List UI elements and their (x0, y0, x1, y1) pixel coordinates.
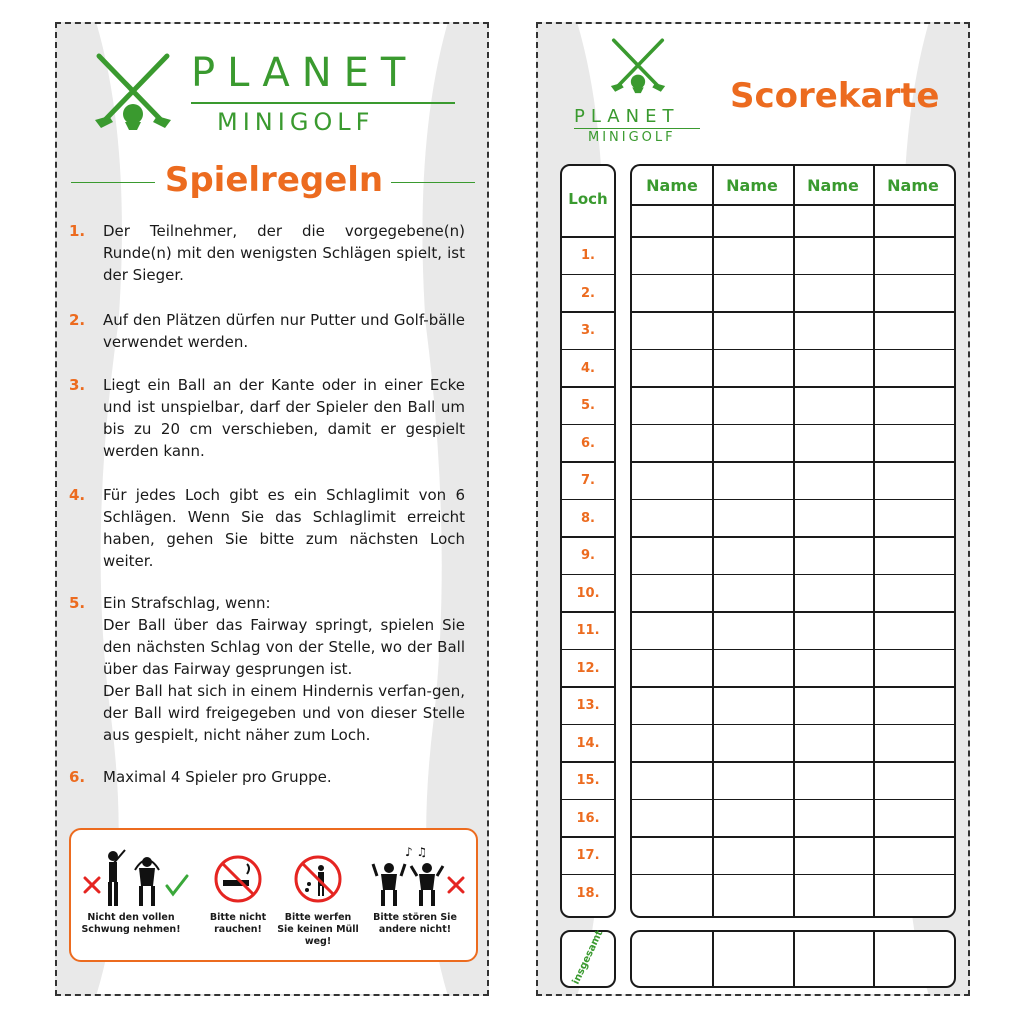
player-name-header[interactable]: Name (646, 176, 698, 195)
row-divider (562, 724, 614, 726)
rule-text: Ein Strafschlag, wenn: Der Ball über das Fairway springt, spielen Sie den nächsten Schlag von der Stelle, wo der Ball über das Fairway gesprungen ist. Der Ball hat sich in einem Hindernis verfan-gen, der Ball wird freigegeben und von dieser Stelle aus gespielt, nicht näher zum Loch. (103, 594, 465, 744)
score-cell[interactable] (713, 611, 793, 649)
golf-swing-icon (81, 848, 191, 908)
score-cell[interactable] (874, 686, 954, 724)
score-cell[interactable] (632, 836, 712, 874)
pictogram-label: Nicht den vollen Schwung nehmen! (81, 912, 181, 935)
score-cell[interactable] (874, 499, 954, 537)
score-cell[interactable] (632, 649, 712, 687)
score-cell[interactable] (632, 236, 712, 274)
score-cell[interactable] (793, 349, 873, 387)
hole-number: 10. (576, 585, 600, 601)
score-cell[interactable] (632, 311, 712, 349)
row-divider (562, 799, 614, 801)
score-cell[interactable] (713, 836, 793, 874)
row-divider (562, 761, 614, 763)
rule-text: Für jedes Loch gibt es ein Schlaglimit von 6 Schlägen. Wenn Sie das Schlaglimit erreicht haben, gehen Sie bitte zum nächsten Loch weiter. (103, 486, 465, 570)
pictogram-label: Bitte nicht rauchen! (209, 912, 267, 935)
score-cell[interactable] (793, 686, 873, 724)
total-label: insgesamt (570, 928, 606, 987)
score-cell[interactable] (874, 761, 954, 799)
hole-number: 7. (581, 473, 595, 488)
score-cell[interactable] (874, 799, 954, 837)
score-cell[interactable] (713, 574, 793, 612)
score-cell[interactable] (874, 424, 954, 462)
rule-text: Liegt ein Ball an der Kante oder in einer Ecke und ist unspielbar, darf der Spieler den Ball um bis zu 20 cm verschieben, damit er gespielt werden kann. (103, 376, 465, 460)
score-cell[interactable] (713, 499, 793, 537)
score-cell[interactable] (793, 386, 873, 424)
score-cell[interactable] (874, 874, 954, 912)
hole-number: 18. (576, 885, 600, 901)
rule-number: 2. (69, 311, 86, 329)
score-cell[interactable] (793, 461, 873, 499)
score-cell[interactable] (874, 649, 954, 687)
pictogram-label: Bitte werfen Sie keinen Müll weg! (277, 912, 359, 947)
no-smoking-icon (213, 854, 263, 904)
rule-number: 6. (69, 768, 86, 786)
rule-number: 5. (69, 594, 86, 612)
row-divider (562, 649, 614, 651)
score-cell[interactable] (793, 724, 873, 762)
svg-text:♪ ♫: ♪ ♫ (405, 845, 428, 859)
brand-sub: MINIGOLF (217, 108, 375, 136)
hole-number: 8. (581, 510, 595, 526)
total-score-cell[interactable] (875, 932, 954, 986)
brand-name: PLANET (191, 50, 418, 96)
score-cell[interactable] (632, 349, 712, 387)
column-divider (712, 166, 714, 916)
score-cell[interactable] (874, 274, 954, 312)
score-cell[interactable] (793, 499, 873, 537)
score-cell[interactable] (874, 236, 954, 274)
score-cell[interactable] (874, 311, 954, 349)
brand-divider (574, 128, 700, 129)
hole-number: 6. (581, 435, 595, 451)
row-divider (562, 611, 614, 613)
score-cell[interactable] (793, 574, 873, 612)
golf-clubs-logo-icon (91, 50, 175, 134)
score-cell[interactable] (874, 349, 954, 387)
row-divider (562, 536, 614, 538)
rule-number: 3. (69, 376, 86, 394)
score-cell[interactable] (713, 761, 793, 799)
score-cell[interactable] (793, 611, 873, 649)
row-divider (562, 424, 614, 426)
row-divider (562, 461, 614, 463)
score-cell[interactable] (632, 386, 712, 424)
hole-column (560, 164, 616, 918)
row-divider (562, 836, 614, 838)
score-cell[interactable] (793, 836, 873, 874)
total-score-row (630, 930, 956, 988)
score-cell[interactable] (713, 349, 793, 387)
total-score-cell[interactable] (714, 932, 793, 986)
score-cell[interactable] (713, 799, 793, 837)
total-score-cell[interactable] (632, 932, 712, 986)
row-divider (562, 874, 614, 876)
hole-number: 2. (581, 285, 595, 301)
hole-number: 17. (576, 848, 600, 863)
score-cell[interactable] (713, 536, 793, 574)
hole-number: 9. (581, 548, 595, 563)
rule-text: Der Teilnehmer, der die vorgegebene(n) Runde(n) mit den wenigsten Schlägen spielt, ist der Sieger. (103, 222, 465, 284)
row-divider (562, 686, 614, 688)
score-cell[interactable] (793, 274, 873, 312)
score-cell[interactable] (632, 424, 712, 462)
no-disturbing-icon (371, 844, 471, 908)
rule-number: 1. (69, 222, 86, 240)
player-name-header[interactable]: Name (726, 176, 778, 195)
row-divider (562, 349, 614, 351)
score-cell[interactable] (632, 724, 712, 762)
score-cell[interactable] (632, 686, 712, 724)
rule-number: 4. (69, 486, 86, 504)
score-cell[interactable] (632, 874, 712, 912)
hole-number: 12. (576, 660, 600, 676)
total-score-cell[interactable] (795, 932, 873, 986)
brand-sub: MINIGOLF (588, 130, 676, 145)
score-cell[interactable] (713, 461, 793, 499)
pictogram-label: Bitte stören Sie andere nicht! (373, 912, 457, 935)
total-label-box (560, 930, 616, 988)
hole-number: 3. (581, 323, 595, 338)
score-cell[interactable] (713, 874, 793, 912)
score-cell[interactable] (713, 274, 793, 312)
score-cell[interactable] (632, 761, 712, 799)
row-divider (562, 499, 614, 501)
row-divider (562, 386, 614, 388)
hole-number: 5. (581, 398, 595, 413)
score-cell[interactable] (793, 311, 873, 349)
hole-number: 14. (576, 735, 600, 751)
golf-clubs-logo-icon (608, 36, 668, 96)
title-rule-right (391, 182, 475, 183)
column-divider (873, 166, 875, 916)
no-littering-icon (293, 854, 343, 904)
hole-number: 15. (576, 773, 600, 788)
score-cell[interactable] (632, 274, 712, 312)
row-divider (562, 236, 614, 238)
hole-number: 11. (576, 623, 600, 638)
hole-number: 1. (581, 248, 595, 263)
hole-column-header: Loch (568, 190, 608, 208)
score-grid (630, 164, 956, 918)
score-cell[interactable] (713, 686, 793, 724)
score-cell[interactable] (632, 799, 712, 837)
score-cell[interactable] (632, 536, 712, 574)
score-cell[interactable] (713, 649, 793, 687)
score-cell[interactable] (874, 386, 954, 424)
score-cell[interactable] (713, 724, 793, 762)
rules-card (55, 22, 489, 996)
brand-divider (191, 102, 455, 104)
brand-name: PLANET (574, 106, 680, 127)
row-divider (562, 311, 614, 313)
player-name-header[interactable]: Name (807, 176, 859, 195)
score-cell[interactable] (713, 386, 793, 424)
score-cell[interactable] (713, 311, 793, 349)
score-cell[interactable] (793, 236, 873, 274)
score-cell[interactable] (793, 799, 873, 837)
score-cell[interactable] (793, 649, 873, 687)
score-cell[interactable] (793, 761, 873, 799)
score-cell[interactable] (713, 236, 793, 274)
rule-text: Maximal 4 Spieler pro Gruppe. (103, 768, 332, 786)
score-cell[interactable] (632, 461, 712, 499)
score-cell[interactable] (632, 611, 712, 649)
row-divider (562, 274, 614, 276)
pictogram-box (69, 828, 478, 962)
score-cell[interactable] (793, 424, 873, 462)
rule-text: Auf den Plätzen dürfen nur Putter und Golf-bälle verwendet werden. (103, 311, 465, 351)
score-cell[interactable] (793, 874, 873, 912)
score-cell[interactable] (793, 536, 873, 574)
score-cell[interactable] (632, 499, 712, 537)
column-divider (793, 166, 795, 916)
score-cell[interactable] (713, 424, 793, 462)
score-cell[interactable] (874, 536, 954, 574)
score-cell[interactable] (874, 574, 954, 612)
player-name-header[interactable]: Name (887, 176, 939, 195)
score-cell[interactable] (874, 611, 954, 649)
score-cell[interactable] (632, 574, 712, 612)
page-title: Spielregeln (164, 160, 384, 200)
score-cell[interactable] (874, 836, 954, 874)
score-cell[interactable] (874, 724, 954, 762)
hole-number: 13. (576, 698, 600, 713)
page-title: Scorekarte (730, 76, 940, 116)
score-cell[interactable] (874, 461, 954, 499)
hole-number: 16. (576, 810, 600, 826)
scorecard (536, 22, 970, 996)
row-divider (562, 574, 614, 576)
hole-number: 4. (581, 360, 595, 376)
